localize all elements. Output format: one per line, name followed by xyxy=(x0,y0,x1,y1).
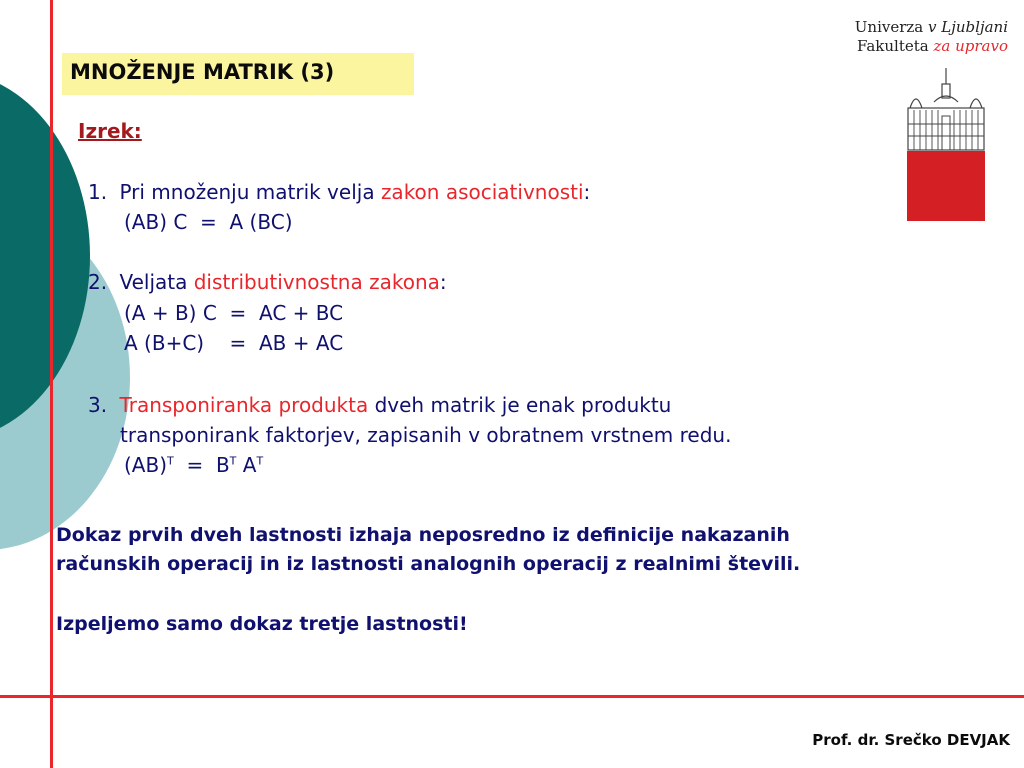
author-footer: Prof. dr. Srečko DEVJAK xyxy=(812,731,1010,749)
item-2-number: 2. xyxy=(88,270,108,294)
item-3-formula-lhs: (AB) xyxy=(124,453,168,477)
red-vertical-rule xyxy=(50,0,53,768)
proof-line-2: računskih operacij in iz lastnosti analognih operacij z realnimi števili. xyxy=(56,553,801,575)
faculty-prefix: Fakulteta xyxy=(856,37,929,55)
item-3-continuation: transponirank faktorjev, zapisanih v obratnem vrstnem redu. xyxy=(120,423,732,447)
university-building-logo-icon xyxy=(904,68,988,223)
university-header xyxy=(855,18,1008,56)
university-suffix: v Ljubljani xyxy=(928,18,1008,36)
item-1-text: Pri množenju matrik velja xyxy=(119,180,381,204)
item-3-formula xyxy=(124,453,263,477)
theorem-item-3 xyxy=(88,393,671,417)
theorem-label: Izrek: xyxy=(78,119,142,143)
theorem-item-2 xyxy=(88,270,447,294)
closing-statement: Izpeljemo samo dokaz tretje lastnosti! xyxy=(56,613,468,635)
proof-line-1: Dokaz prvih dveh lastnosti izhaja neposredno iz definicije nakazanih xyxy=(56,524,790,546)
item-2-highlight: distributivnostna zakona xyxy=(193,270,440,294)
item-2-formula-2: A (B+C) = AB + AC xyxy=(124,331,344,355)
item-2-formula-1: (A + B) C = AC + BC xyxy=(124,301,344,325)
slide-title: MNOŽENJE MATRIK (3) xyxy=(70,60,335,84)
item-2-text: Veljata xyxy=(119,270,194,294)
item-3-formula-eq: = B xyxy=(173,453,230,477)
item-3-formula-mid: A xyxy=(236,453,257,477)
item-3-sup-1: T xyxy=(167,454,174,468)
item-1-number: 1. xyxy=(88,180,108,204)
item-3-number: 3. xyxy=(88,393,108,417)
item-3-sup-3: T xyxy=(256,454,264,468)
theorem-item-1 xyxy=(88,180,590,204)
item-1-highlight: zakon asociativnosti xyxy=(380,180,584,204)
item-3-text: dveh matrik je enak produktu xyxy=(368,393,672,417)
item-2-suffix: : xyxy=(439,270,447,294)
item-1-suffix: : xyxy=(583,180,591,204)
university-prefix: Univerza xyxy=(854,18,924,36)
item-3-sup-2: T xyxy=(229,454,237,468)
red-horizontal-rule xyxy=(0,695,1024,698)
item-1-formula: (AB) C = A (BC) xyxy=(124,210,293,234)
faculty-suffix: za upravo xyxy=(933,37,1008,55)
item-3-highlight: Transponiranka produkta xyxy=(119,393,369,417)
